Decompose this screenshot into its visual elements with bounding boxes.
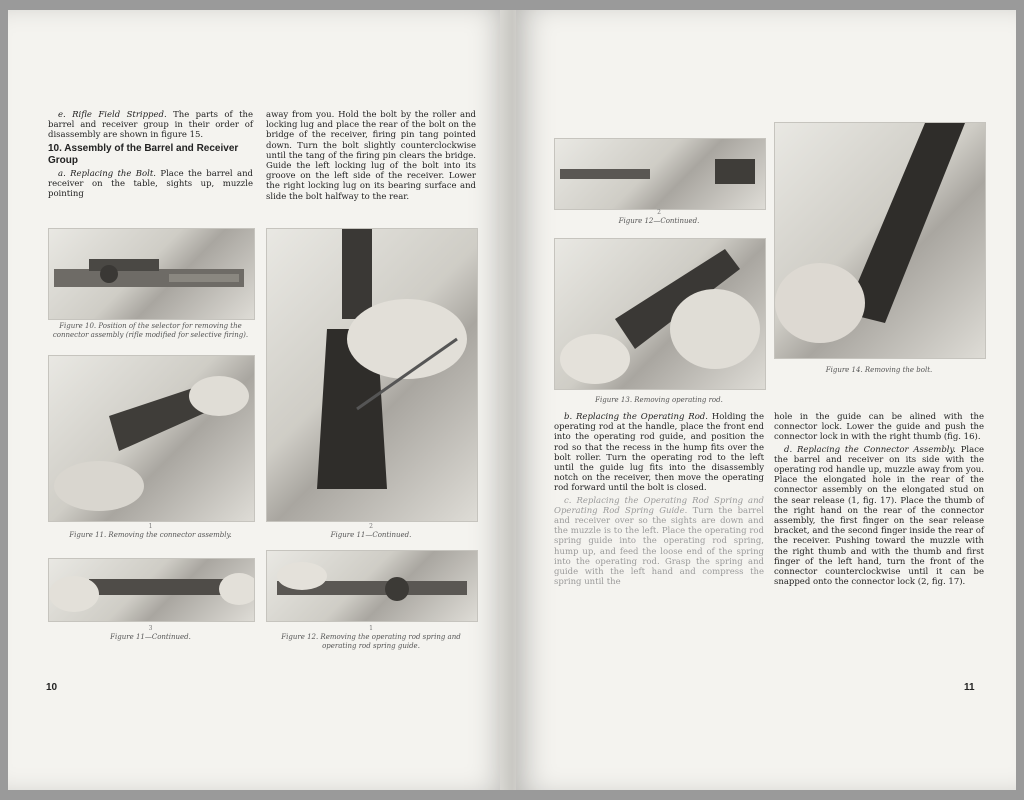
figure-10-caption: Figure 10. Position of the selector for removing the connector assembly (rifle modified for selective firing). xyxy=(52,322,249,339)
hand-holding-receiver-illustration xyxy=(267,229,477,521)
para-a-title: a. Replacing the Bolt. xyxy=(58,168,156,179)
figure-12b-number: 2 xyxy=(657,209,661,216)
section-heading: 10. Assembly of the Barrel and Receiver Group xyxy=(48,142,239,166)
figure-13-image xyxy=(554,238,766,390)
right-page-number: 11 xyxy=(964,682,975,693)
figure-11-image xyxy=(48,355,255,522)
spring-guide-illustration xyxy=(555,139,765,209)
bolt-continued-text: away from you. Hold the bolt by the roller and locking lug and place the rear of the bolt on the bridge of the receiver, firing pin tang pointed down. Turn the bolt slightly counterclockwise until the tang of the firing pin clears the bridge. Guide the left locking lug of the bolt into its groove on the left side of the receiver. Lower the right locking lug on its bearing surface and slide the bolt halfway to the rear. xyxy=(266,110,476,202)
para-d-title: d. Replacing the Connector Assembly. xyxy=(784,444,956,455)
figure-11b-caption-text: Figure 11—Continued. xyxy=(330,531,412,539)
figure-11b-caption xyxy=(266,522,476,540)
removing-operating-rod-illustration xyxy=(555,239,765,389)
hands-connector-illustration xyxy=(49,559,254,621)
para-d-text: Place the barrel and receiver on its side with the operating rod handle up, muzzle away from you. Place the elongated hole in the rear of the connector assembly on the elongated stud on the sear release (1, fig. 17). Place the thumb of the right hand on the rear of the connector assembly, the first finger on the sear release bracket, and the second finger inside the rear of the receiver. Pushing toward the muzzle with the right thumb and with the thumb and first finger of the left hand, turn the front of the connector counterclockwise until it can be snapped onto the connector lock (2, fig. 17). xyxy=(774,444,984,588)
para-e-title: e. Rifle Field Stripped. xyxy=(58,110,167,120)
para-e-text: The parts of the barrel and receiver group in their order of disassembly are shown in figure 15. xyxy=(48,110,253,141)
figure-13-caption: Figure 13. Removing operating rod. xyxy=(595,396,723,404)
left-page xyxy=(8,10,508,790)
figure-11c-number: 3 xyxy=(148,625,153,632)
para-b-title: b. Replacing the Operating Rod. xyxy=(564,412,708,422)
figure-12b-image xyxy=(554,138,766,210)
figure-11b-image xyxy=(266,228,478,522)
para-c-title: c. Replacing the Operating Rod Spring and Operating Rod Spring Guide. xyxy=(554,495,764,516)
figure-12-number: 1 xyxy=(369,625,373,632)
left-page-number: 10 xyxy=(46,682,58,693)
removing-bolt-illustration xyxy=(775,123,985,358)
figure-11b-number: 2 xyxy=(369,523,373,530)
para-a-text: Place the barrel and receiver on the table, sights up, muzzle pointing xyxy=(48,168,253,200)
hands-removing-connector-illustration xyxy=(49,356,254,521)
figure-11-number: 1 xyxy=(148,523,153,530)
figure-12b-caption xyxy=(554,208,764,226)
figure-11-caption-text: Figure 11. Removing the connector assembly. xyxy=(69,531,232,539)
figure-11c-image xyxy=(48,558,255,622)
figure-11-caption xyxy=(48,522,253,540)
right-column-1-text xyxy=(554,412,764,589)
figure-14-caption: Figure 14. Removing the bolt. xyxy=(825,366,933,374)
guide-hole-text: hole in the guide can be alined with the connector lock. Lower the guide and push the connector lock in with the right thumb (fig. 16). xyxy=(774,412,984,443)
para-c-text: Turn the barrel and receiver over so the sights are down and the muzzle is to the left. Place the operating rod spring guide into the operating rod spring, hump up, and feed the loose end of the spring into the operating rod. Grasp the spring and guide with the left hand and compress the spring until the xyxy=(554,505,764,588)
figure-11c-caption xyxy=(48,624,253,642)
para-b-text: Holding the operating rod at the handle, place the front end into the operating rod guide, and position the rod so that the recess in the hump fits over the bolt roller. Turn the operating rod to the left until the guide lug fits into the disassembly notch on the receiver, then move the operating rod forward until the bolt is closed. xyxy=(554,412,764,494)
figure-12-caption xyxy=(266,624,476,651)
right-page xyxy=(516,10,1016,790)
left-column-2-text xyxy=(266,110,476,204)
figure-11c-caption-text: Figure 11—Continued. xyxy=(110,633,191,641)
figure-10-image xyxy=(48,228,255,320)
rifle-receiver-illustration xyxy=(49,229,254,319)
figure-14-image xyxy=(774,122,986,359)
figure-12-caption-text: Figure 12. Removing the operating rod spring and operating rod spring guide. xyxy=(281,633,461,650)
right-column-2-text xyxy=(774,412,984,589)
operating-rod-spring-illustration xyxy=(267,551,477,621)
figure-12-image xyxy=(266,550,478,622)
figure-12b-caption-text: Figure 12—Continued. xyxy=(618,217,700,225)
left-column-1-text xyxy=(48,110,253,201)
